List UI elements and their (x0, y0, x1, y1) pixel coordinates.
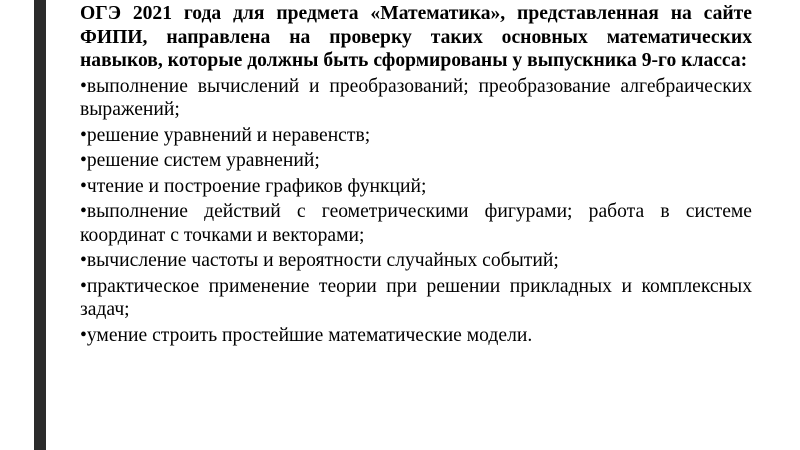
list-item: • чтение и построение графиков функций; (80, 175, 752, 199)
list-item: • практическое применение теории при решении прикладных и комплексных задач; (80, 275, 752, 322)
list-item: • выполнение вычислений и преобразований; преобразование алгебраических выражений; (80, 75, 752, 122)
list-item: • вычисление частоты и вероятности случайных событий; (80, 249, 752, 273)
list-item: • решение уравнений и неравенств; (80, 124, 752, 148)
list-item: • умение строить простейшие математические модели. (80, 324, 752, 348)
skills-list (80, 75, 752, 348)
intro-paragraph: ОГЭ 2021 года для предмета «Математика», представленная на сайте ФИПИ, направлена на проверку таких основных математических навыков, которые должны быть сформированы у выпускника 9-го класса: (80, 3, 752, 71)
slide-content (80, 2, 752, 347)
left-accent-bar (34, 0, 46, 450)
list-item: • выполнение действий с геометрическими фигурами; работа в системе координат с точками и векторами; (80, 200, 752, 247)
list-item: • решение систем уравнений; (80, 149, 752, 173)
